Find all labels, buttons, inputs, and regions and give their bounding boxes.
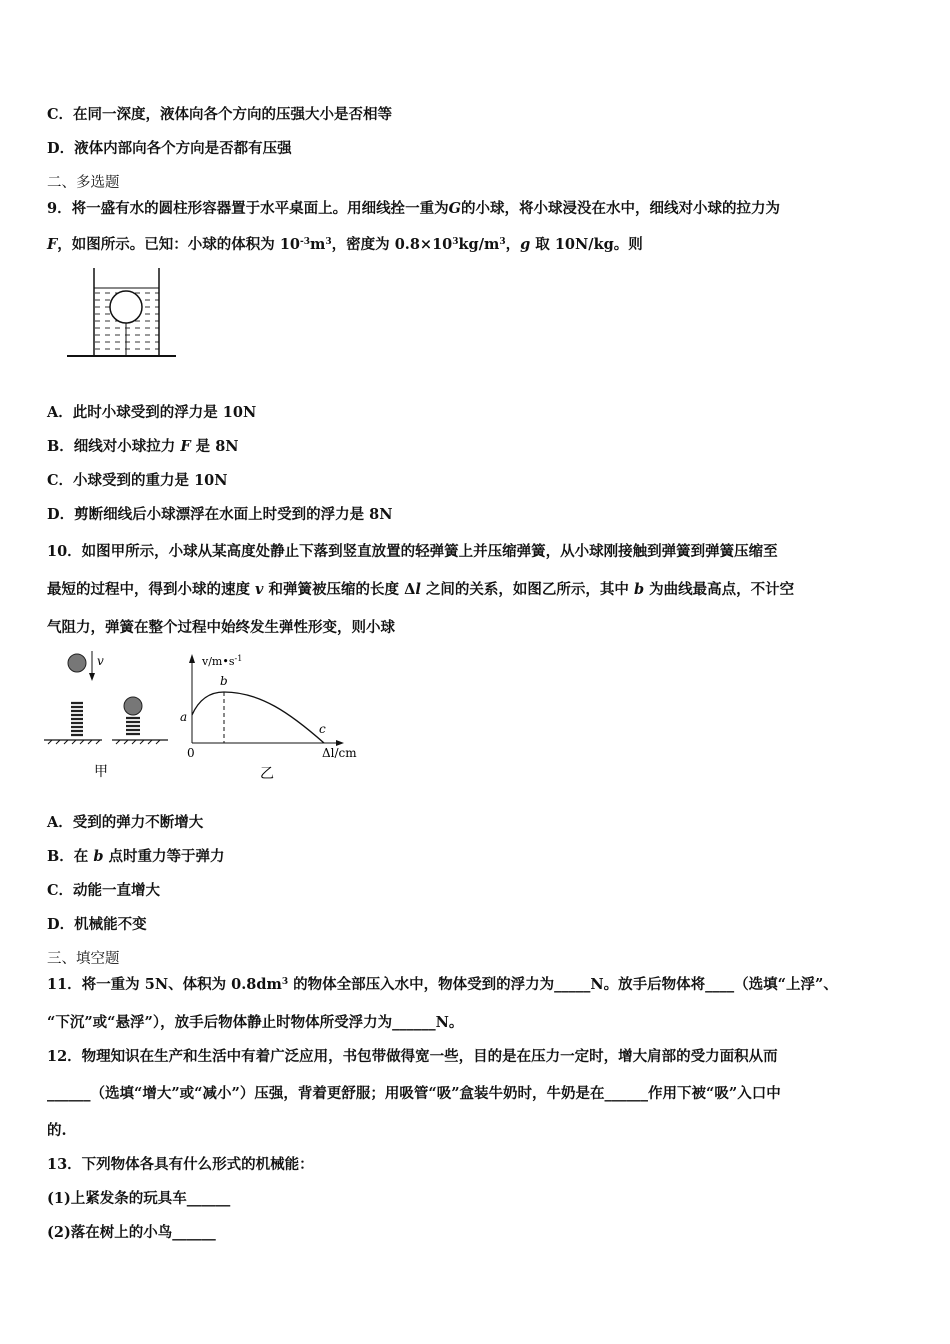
ball [110, 291, 142, 323]
section-heading-fill-in: 三、填空题 [47, 951, 120, 967]
q12-line3: 的. [47, 1122, 67, 1139]
q13-item-2: (2)落在树上的小鸟______ [47, 1224, 216, 1241]
q11-line2: “下沉”或“悬浮”），放手后物体静止时物体所受浮力为______N。 [47, 1014, 464, 1031]
q8-option-c: C．在同一深度，液体向各个方向的压强大小是否相等 [47, 106, 393, 123]
spring-compressed [126, 718, 140, 734]
velocity-arrowhead [89, 673, 95, 681]
q11-line1: 11．将一重为 5N、体积为 $0.8dm^3$ 的物体全部压入水中，物体受到的浮力为_____N。放手后物体将____（选填“上浮”、 [47, 976, 838, 993]
q10-option-d: D．机械能不变 [47, 916, 147, 933]
point-b-label: b [220, 674, 228, 688]
q10-stem-line2: 最短的过程中，得到小球的速度 v 和弹簧被压缩的长度 Δl 之间的关系，如图乙所示，其中 b 为曲线最高点，不计空 [47, 581, 795, 598]
q10-figure-jia [40, 645, 180, 785]
velocity-curve [192, 692, 324, 743]
velocity-label: v [97, 654, 104, 668]
q12-line1: 12．物理知识在生产和生活中有着广泛应用，书包带做得宽一些，目的是在压力一定时，增大肩部的受力面积从而 [47, 1048, 778, 1065]
figure-caption-jia: 甲 [94, 764, 108, 780]
point-c-label: c [319, 722, 326, 736]
figure-caption-yi: 乙 [260, 766, 274, 782]
q9-option-a: A．此时小球受到的浮力是 10N [47, 404, 257, 421]
q10-figure-yi-graph [172, 645, 372, 785]
q12-line2: ______（选填“增大”或“减小”）压强，背着更舒服；用吸管“吸”盒装牛奶时，牛奶是在______作用下被“吸”入口中 [47, 1085, 781, 1102]
q9-option-c: C．小球受到的重力是 10N [47, 472, 228, 489]
q13-item-1: (1)上紧发条的玩具车______ [47, 1190, 231, 1207]
y-axis-label: $v/m•s^{-1}$ [202, 653, 243, 668]
q9-stem-line2: F，如图所示。已知：小球的体积为 $10^{-3}m^3$，密度为 $0.8\times 10^3kg/m^3$，g 取 10N/kg。则 [47, 236, 643, 253]
y-axis-arrowhead [189, 654, 195, 663]
q9-option-d: D．剪断细线后小球漂浮在水面上时受到的浮力是 8N [47, 506, 393, 523]
q10-option-c: C．动能一直增大 [47, 882, 161, 899]
q9-option-b: B．细线对小球拉力 F 是 8N [47, 438, 239, 455]
falling-ball [68, 654, 86, 672]
q10-option-b: B．在 b 点时重力等于弹力 [47, 848, 225, 865]
point-a-label: a [180, 710, 188, 724]
x-axis-label: Δl/cm [322, 746, 357, 760]
q9-stem-line1: 9．将一盛有水的圆柱形容器置于水平桌面上。用细线拴一重为G的小球，将小球浸没在水中，细线对小球的拉力为 [47, 200, 780, 217]
q10-stem-line1: 10．如图甲所示，小球从某高度处静止下落到竖直放置的轻弹簧上并压缩弹簧，从小球刚接触到弹簧到弹簧压缩至 [47, 543, 778, 560]
q13-stem: 13．下列物体各具有什么形式的机械能： [47, 1156, 314, 1173]
q9-container-figure [64, 262, 184, 364]
section-heading-multiple-choice: 二、多选题 [47, 175, 120, 191]
spring-uncompressed [71, 703, 83, 735]
q10-stem-line3: 气阻力，弹簧在整个过程中始终发生弹性形变，则小球 [47, 619, 395, 636]
origin-label: 0 [187, 746, 195, 760]
ball-on-spring [124, 697, 142, 715]
q8-option-d: D．液体内部向各个方向是否都有压强 [47, 140, 292, 157]
q10-option-a: A．受到的弹力不断增大 [47, 814, 204, 831]
